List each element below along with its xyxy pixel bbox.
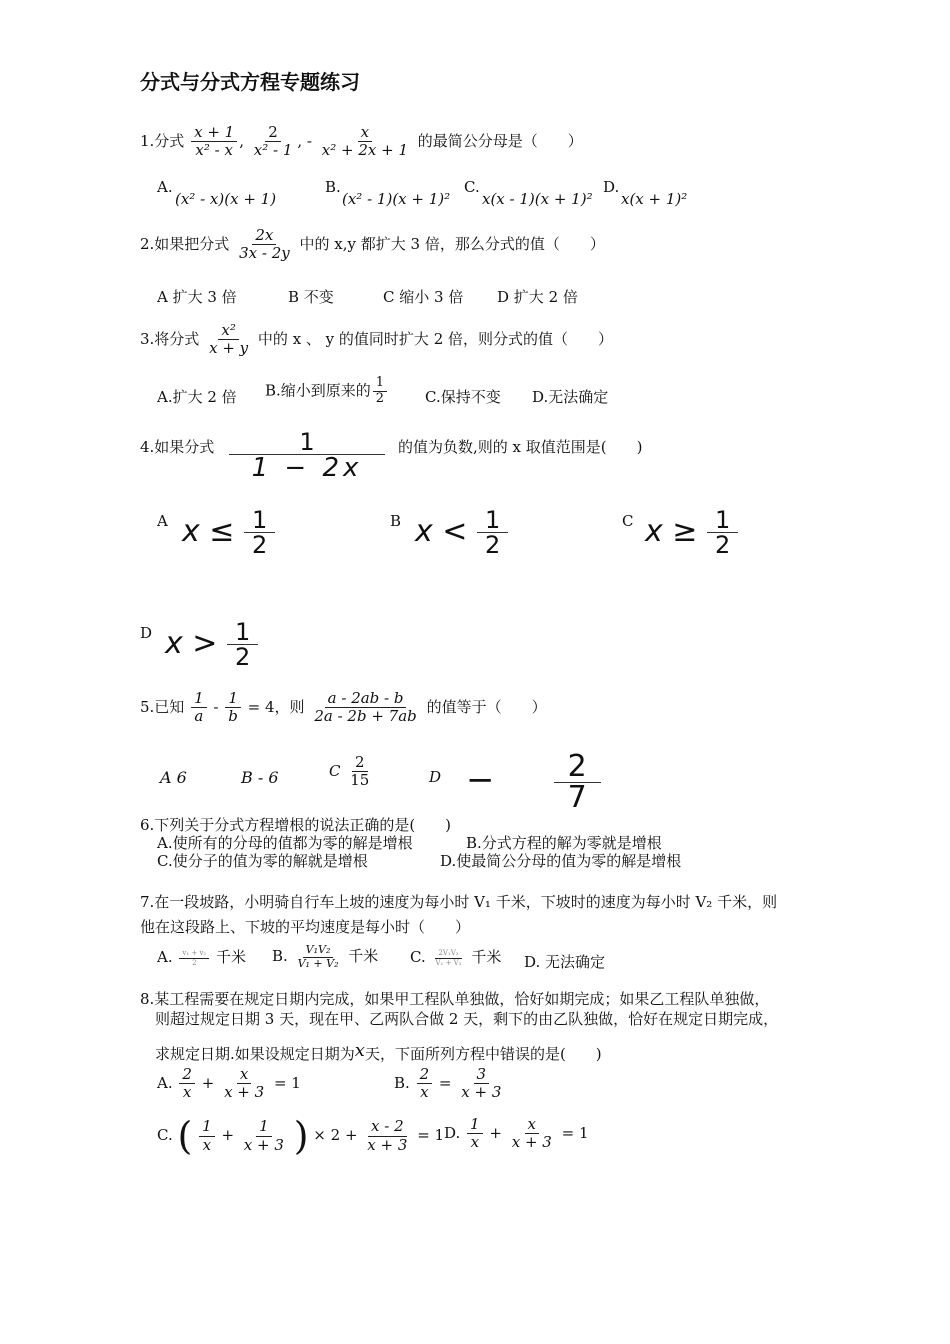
q4-option-c-label: C	[622, 512, 634, 530]
q1-option-b-expr: (x² - 1)(x + 1)²	[342, 190, 451, 208]
q5-option-a: A 6	[160, 768, 187, 787]
q2-option-a: A 扩大 3 倍	[157, 288, 237, 306]
q2-option-b: B 不变	[288, 288, 334, 306]
q1-option-b: B.	[325, 178, 341, 196]
question-3	[140, 322, 613, 358]
q3-suffix: 中的 x 、 y 的值同时扩大 2 倍，则分式的值（ ）	[257, 329, 614, 348]
q5-fraction-main: $\frac{a - 2ab - b}{2a - 2b + 7ab}$	[314, 689, 417, 726]
question-5: 5.已知 $\frac{1}{a}$ - $\frac{1}{b}$ = 4，则 $\frac{a - 2ab - b}{2a - 2b + 7ab}$ 的值等于（ ）	[140, 689, 547, 726]
question-7-line-2: 他在这段路上、下坡的平均速度是每小时（ ）	[140, 918, 471, 936]
question-8-line-2: 则超过规定日期 3 天，现在甲、乙两队合做 2 天，剩下的由乙队独做，恰好在规定日期完成，	[155, 1010, 779, 1028]
q7-option-b: B. $\frac{\text{V₁V₂}}{\text{V₁ + V₂}}$ 千米	[272, 943, 379, 970]
q5-suffix: 的值等于（ ）	[426, 697, 547, 716]
q2-prefix: 2.如果把分式	[140, 234, 230, 253]
q1-option-c: C.	[464, 178, 480, 196]
question-7-line-1: 7.在一段坡路，小明骑自行车上坡的速度为每小时 V₁ 千米，下坡时的速度为每小时 V₂ 千米，则	[140, 893, 778, 911]
question-8-line-1: 8.某工程需要在规定日期内完成，如果甲工程队单独做，恰好如期完成；如果乙工程队单独做，	[140, 990, 770, 1008]
q5-prefix: 5.已知	[140, 697, 185, 716]
question-2	[140, 227, 605, 263]
q1-prefix: 1.分式	[140, 131, 185, 150]
q4-option-b: x < $\frac{1}{2}$	[415, 508, 508, 557]
question-6-stem: 6.下列关于分式方程增根的说法正确的是( )	[140, 816, 452, 834]
q5-option-b: B - 6	[241, 768, 279, 787]
q3-fraction: $\frac{\text{x²}}{x + y}$	[209, 321, 249, 358]
q4-fraction: $\frac{1}{1 - 2x}$	[228, 430, 386, 481]
q1-option-c-expr: x(x - 1)(x + 1)²	[482, 190, 593, 208]
q7-option-c: C. $\frac{\text{2V₁V₂}}{\text{V₁ + V₂}}$ 千米	[410, 948, 502, 967]
q6-option-a: A.使所有的分母的值都为零的解是增根	[157, 834, 413, 852]
q1-fraction-1: $\frac{x + 1}{\text{x² - x}}$	[191, 124, 237, 160]
q5-option-d-label: D	[429, 768, 442, 786]
q2-suffix: 中的 x,y 都扩大 3 倍，那么分式的值（ ）	[299, 234, 605, 253]
q1-fraction-2: $\frac{2}{\text{x² - 1}}$	[253, 123, 293, 160]
q6-option-c: C.使分子的值为零的解就是增根	[157, 852, 368, 870]
q1-option-a: A.	[157, 178, 173, 196]
q8-option-d: D. $\frac{1}{x}$ + $\frac{x}{x + 3}$ = 1	[444, 1115, 589, 1152]
question-1: 1.分式 $\frac{x + 1}{\text{x² - x}}$ , $\frac{2}{\text{x² - 1}}$ , - $\frac{x}{\text{x² + 2x + 1}}$ 的最简公分母是（ ）	[140, 123, 583, 160]
q4-option-c: x ≥ $\frac{1}{2}$	[645, 508, 738, 557]
q5-fraction-a: $\frac{1}{a}$	[191, 690, 207, 726]
q1-option-a-expr: (x² - x)(x + 1)	[175, 190, 277, 208]
question-8-line-3: 求规定日期.如果设规定日期为x天，下面所列方程中错误的是( )	[155, 1040, 602, 1063]
q8-option-c: C. ( $\frac{1}{x}$ + $\frac{1}{x + 3}$ ) × 2 + $\frac{x - 2}{x + 3}$ = 1	[157, 1114, 445, 1158]
q8-option-a: A. $\frac{2}{x}$ + $\frac{x}{x + 3}$ = 1	[157, 1065, 301, 1102]
q6-option-d: D.使最简公分母的值为零的解是增根	[440, 852, 682, 870]
q3-option-c: C.保持不变	[425, 388, 501, 406]
q1-fraction-3: $\frac{x}{\text{x² + 2x + 1}}$	[321, 123, 409, 160]
q4-option-a-label: A	[157, 512, 168, 530]
q3-option-b: B.缩小到原来的 $\frac{1}{2}$	[265, 376, 389, 407]
q1-suffix: 的最简公分母是（ ）	[417, 131, 583, 150]
q4-option-d-label: D	[140, 624, 153, 642]
q7-option-a: A. $\frac{\text{v₁ + v₂}}{2}$ 千米	[157, 948, 247, 967]
q7-option-d: D. 无法确定	[524, 953, 606, 971]
q2-option-c: C 缩小 3 倍	[383, 288, 464, 306]
q5-fraction-b: $\frac{1}{b}$	[225, 690, 241, 726]
q1-option-d-expr: x(x + 1)²	[621, 190, 688, 208]
q3-option-d: D.无法确定	[532, 388, 609, 406]
q6-option-b: B.分式方程的解为零就是增根	[466, 834, 662, 852]
q3-option-a: A.扩大 2 倍	[157, 388, 237, 406]
q3-prefix: 3.将分式	[140, 329, 200, 348]
question-4-suffix: 的值为负数,则的 x 取值范围是( )	[398, 438, 643, 456]
q5-option-c: C $\frac{2}{15}$	[329, 753, 370, 790]
q4-option-a: x ≤ $\frac{1}{2}$	[182, 508, 275, 557]
q4-option-b-label: B	[390, 512, 402, 530]
q2-fraction: $\frac{2x}{3x - 2y}$	[239, 226, 290, 263]
question-4-prefix: 4.如果分式	[140, 438, 215, 456]
q1-option-d: D.	[603, 178, 620, 196]
page-title: 分式与分式方程专题练习	[140, 70, 360, 94]
q8-option-b: B. $\frac{2}{x}$ = $\frac{3}{x + 3}$	[394, 1065, 502, 1102]
q4-option-d: x > $\frac{1}{2}$	[165, 620, 258, 669]
q2-option-d: D 扩大 2 倍	[497, 288, 578, 306]
q5-option-d: − $\frac{2}{7}$	[466, 752, 601, 813]
